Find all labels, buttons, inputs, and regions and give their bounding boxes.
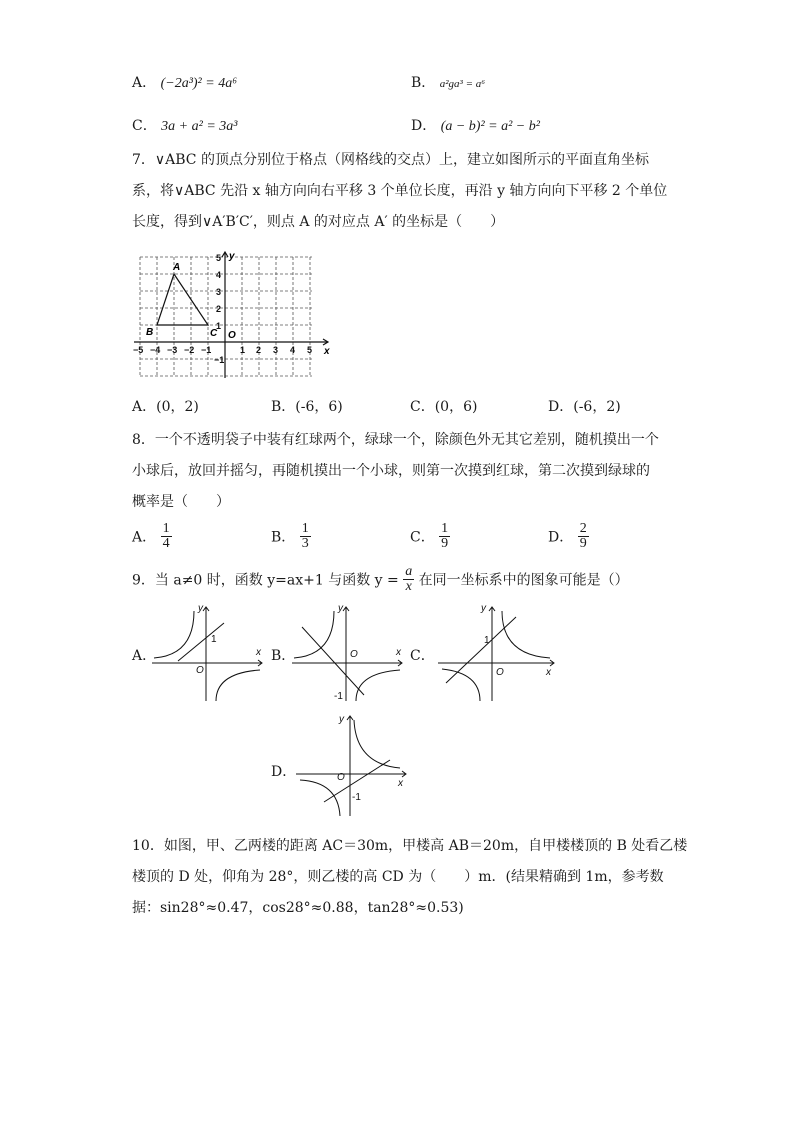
q9-graph-d[interactable]: [294, 712, 412, 820]
option-text: (-6，6): [295, 399, 343, 415]
denominator: 3: [301, 536, 309, 551]
y-label: y: [481, 603, 486, 614]
linear-function: [178, 623, 224, 661]
q8-line-1: 8．一个不透明袋子中装有红球两个，绿球一个，除颜色外无其它差别，随机摸出一个: [132, 432, 659, 448]
q6-option-c[interactable]: [132, 115, 237, 135]
denominator: 4: [162, 536, 170, 551]
origin-label: O: [196, 665, 204, 676]
y-label: y: [198, 603, 203, 614]
option-letter: D．: [411, 118, 437, 134]
y-tick-label: −1: [214, 355, 225, 365]
x-tick-label: 3: [273, 345, 279, 355]
hyperbola-branch: [442, 669, 480, 701]
hyperbola-branch: [502, 611, 550, 658]
option-expression: (−2a³)² = 4a⁶: [160, 76, 238, 91]
fraction: [403, 565, 414, 594]
x-tick-label: −3: [167, 345, 178, 355]
numerator: 1: [301, 521, 309, 536]
point-b-label: B: [146, 327, 154, 338]
option-letter: A．: [132, 75, 157, 91]
option-letter: D．: [548, 399, 574, 415]
q7-grid-figure: [130, 250, 340, 380]
option-letter: C．: [410, 399, 435, 415]
x-label: x: [398, 778, 403, 789]
q9-option-d-letter[interactable]: D．: [271, 764, 297, 780]
option-letter: B．: [271, 399, 296, 415]
option-expression: 3a + a² = 3a³: [161, 119, 238, 134]
q10-line-1: 10．如图，甲、乙两楼的距离 AC＝30m，甲楼高 AB＝20m，自甲楼楼顶的 B 处看乙楼: [132, 838, 688, 854]
y-label: y: [339, 714, 344, 725]
grid-lines: [140, 257, 312, 376]
x-tick-label: −1: [201, 345, 212, 355]
x-label: x: [546, 667, 551, 678]
q7-option-b[interactable]: [271, 396, 343, 416]
q8-line-3: 概率是（ ）: [132, 494, 230, 510]
x-tick-label: −5: [133, 345, 144, 355]
denominator: 9: [579, 536, 587, 551]
option-text: (-6，2): [573, 399, 621, 415]
q8-option-d[interactable]: [548, 522, 589, 551]
option-letter: A．: [132, 529, 157, 546]
q9-graph-b[interactable]: [290, 603, 408, 703]
q7-option-a[interactable]: [132, 396, 199, 416]
hyperbola-branch: [356, 670, 400, 701]
q7-line-2: 系，将∨ABC 先沿 x 轴方向向右平移 3 个单位长度，再沿 y 轴方向向下平移 2 个单位: [132, 183, 668, 199]
q6-option-b[interactable]: [411, 72, 485, 92]
option-expression: (a − b)² = a² − b²: [440, 119, 540, 134]
y-label: y: [338, 603, 343, 614]
q7-option-c[interactable]: [410, 396, 477, 416]
q7-option-d[interactable]: [548, 396, 621, 416]
q9-graph-a[interactable]: [150, 603, 268, 703]
fraction: [439, 522, 450, 551]
y-tick-label: 2: [216, 304, 222, 314]
y-tick-label: 1: [216, 321, 222, 331]
q8-option-b[interactable]: [271, 522, 311, 551]
q9-option-b-letter[interactable]: B．: [271, 648, 296, 664]
q9-option-c-letter[interactable]: C．: [410, 648, 435, 664]
option-letter: C．: [132, 118, 157, 134]
q6-option-d[interactable]: [411, 115, 540, 135]
y-tick-label: 5: [216, 253, 222, 263]
linear-function: [302, 627, 364, 695]
fraction: [578, 522, 589, 551]
x-label: x: [256, 647, 261, 658]
x-tick-label: −2: [184, 345, 195, 355]
option-letter: C．: [410, 529, 435, 546]
option-text: (0，6): [434, 399, 478, 415]
x-axis-label: x: [324, 346, 330, 357]
hyperbola-branch: [354, 720, 400, 768]
q6-option-a[interactable]: [132, 72, 237, 92]
fraction: [300, 522, 311, 551]
q10-line-2: 楼顶的 D 处，仰角为 28°，则乙楼的高 CD 为（ ）m．(结果精确到 1m，参考数: [132, 869, 664, 885]
q9-graph-c[interactable]: [436, 603, 562, 703]
y-tick-label: 4: [216, 270, 222, 280]
hyperbola-branch: [294, 611, 334, 658]
x-tick-label: −4: [150, 345, 161, 355]
q9-text-pre: 9．当 a≠0 时，函数 y=ax+1 与函数 y =: [132, 572, 399, 589]
q7-line-1: 7．∨ABC 的顶点分别位于格点（网格线的交点）上，建立如图所示的平面直角坐标: [132, 152, 649, 168]
denominator: x: [405, 579, 412, 594]
q9-text-post: 在同一坐标系中的图象可能是（）: [418, 572, 629, 589]
linear-function: [446, 617, 516, 683]
option-letter: B．: [271, 529, 296, 546]
numerator: a: [405, 564, 413, 579]
triangle-abc: [157, 274, 208, 325]
option-letter: A．: [132, 399, 157, 415]
fraction: [161, 522, 172, 551]
option-letter: B．: [411, 75, 436, 91]
intercept-label: -1: [334, 691, 343, 702]
y-tick-label: 3: [216, 287, 222, 297]
hyperbola-branch: [154, 611, 194, 658]
q7-line-3: 长度，得到∨A′B′C′，则点 A 的对应点 A′ 的坐标是（ ）: [132, 214, 505, 230]
intercept-label: 1: [484, 635, 490, 646]
q9-option-a-letter[interactable]: A．: [132, 648, 157, 664]
numerator: 1: [441, 521, 449, 536]
y-axis-label: y: [229, 251, 235, 262]
origin-label: O: [350, 649, 358, 660]
q8-option-c[interactable]: [410, 522, 450, 551]
origin-label: O: [228, 330, 236, 341]
x-tick-label: 2: [256, 345, 262, 355]
x-tick-label: 1: [240, 345, 246, 355]
option-text: (0，2): [156, 399, 199, 415]
option-letter: D．: [548, 529, 574, 546]
q8-line-2: 小球后，放回并摇匀，再随机摸出一个小球，则第一次摸到红球，第二次摸到绿球的: [132, 463, 650, 479]
point-a-label: A: [173, 262, 181, 273]
q10-line-3: 据：sin28°≈0.47，cos28°≈0.88，tan28°≈0.53): [132, 900, 464, 916]
intercept-label: -1: [352, 792, 361, 803]
numerator: 1: [162, 521, 170, 536]
x-tick-label: 5: [307, 345, 313, 355]
origin-label: O: [337, 772, 345, 783]
numerator: 2: [579, 521, 587, 536]
hyperbola-branch: [300, 780, 340, 816]
origin-label: O: [496, 667, 504, 678]
q9-stem: [132, 565, 629, 594]
option-expression: a²ga³ = a⁶: [439, 78, 486, 90]
denominator: 9: [441, 536, 449, 551]
x-tick-label: 4: [290, 345, 296, 355]
intercept-label: 1: [211, 634, 217, 645]
hyperbola-branch: [216, 670, 260, 701]
x-label: x: [396, 647, 401, 658]
point-c-label: C: [210, 328, 218, 339]
q8-option-a[interactable]: [132, 522, 172, 551]
